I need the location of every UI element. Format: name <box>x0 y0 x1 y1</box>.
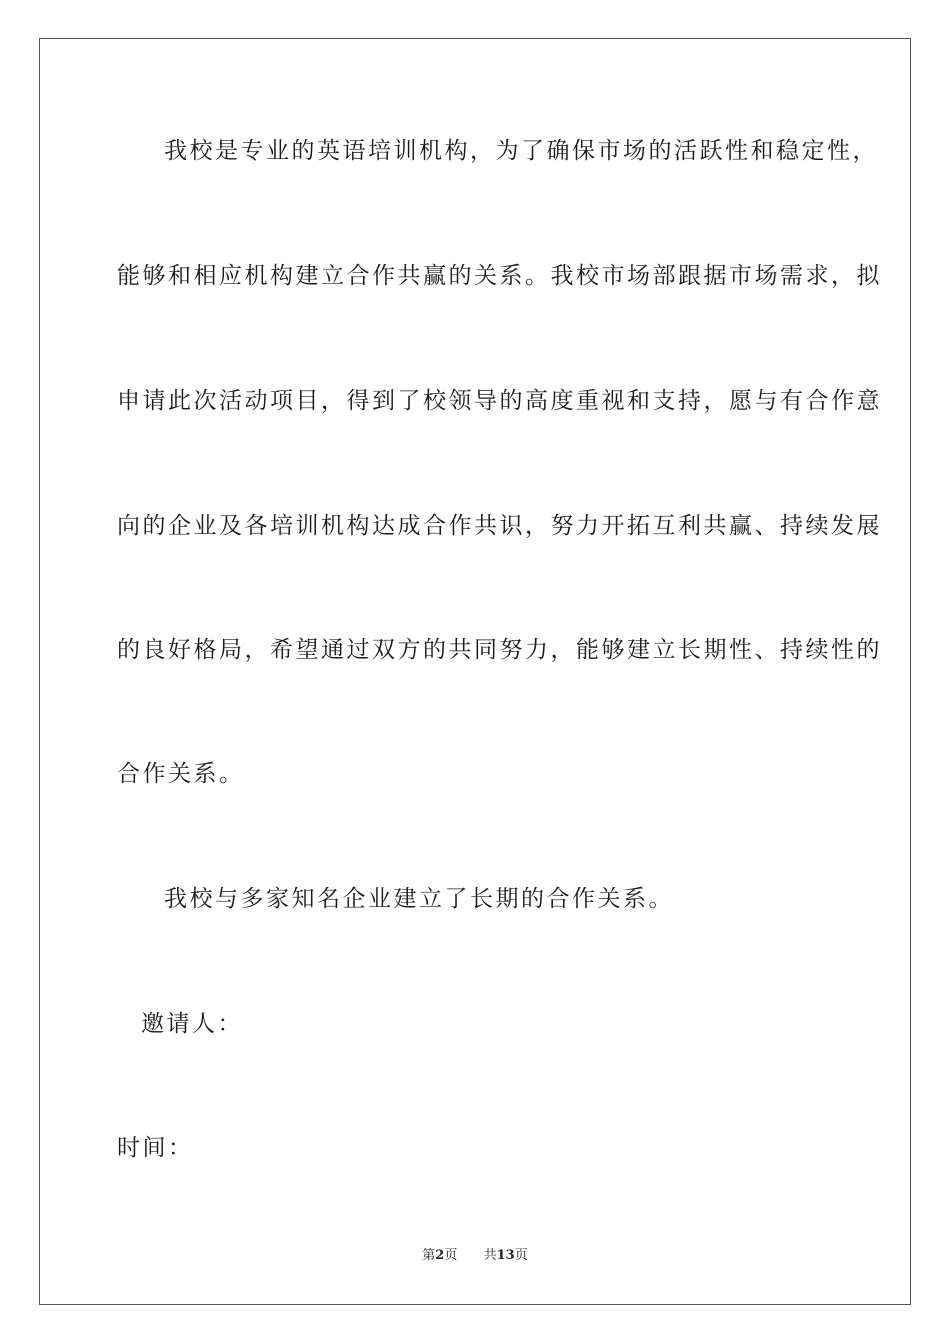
paragraph-2: 我校与多家知名企业建立了长期的合作关系。 <box>164 886 674 912</box>
page-prefix: 第 <box>422 1248 436 1263</box>
total-prefix: 共 <box>483 1248 497 1263</box>
page-current: 2 <box>435 1248 445 1263</box>
page-footer <box>0 1248 950 1264</box>
total-pages: 13 <box>496 1248 515 1263</box>
time-label: 时间： <box>117 1135 194 1161</box>
page-border <box>39 38 911 1305</box>
paragraph-1-line-4: 向的企业及各培训机构达成合作共识，努力开拓互利共赢、持续发展 <box>117 513 882 539</box>
paragraph-1-line-6: 合作关系。 <box>117 761 245 787</box>
paragraph-1-line-5: 的良好格局，希望通过双方的共同努力，能够建立长期性、持续性的 <box>117 637 882 663</box>
page-suffix: 页 <box>444 1248 458 1263</box>
paragraph-1-line-3: 申请此次活动项目，得到了校领导的高度重视和支持，愿与有合作意 <box>117 388 882 414</box>
inviter-label: 邀请人： <box>141 1011 243 1037</box>
total-suffix: 页 <box>514 1248 528 1263</box>
paragraph-1-line-1: 我校是专业的英语培训机构，为了确保市场的活跃性和稳定性， <box>164 138 878 164</box>
paragraph-1-line-2: 能够和相应机构建立合作共赢的关系。我校市场部跟据市场需求，拟 <box>117 263 882 289</box>
